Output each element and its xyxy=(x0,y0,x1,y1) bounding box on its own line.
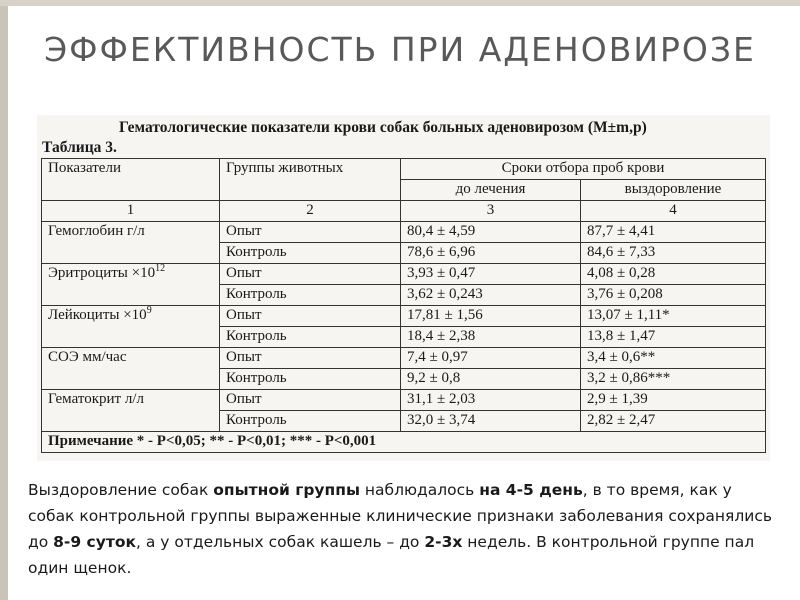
value-before: 31,1 ± 2,03 xyxy=(401,390,581,411)
table-caption: Гематологические показатели крови собак больных аденовирозом (M±m,p) xyxy=(119,119,647,136)
header-recovery: выздоровление xyxy=(581,180,766,201)
value-after: 87,7 ± 4,41 xyxy=(581,222,766,243)
indicator-label: Лейкоциты ×10 xyxy=(48,307,147,323)
summary-paragraph xyxy=(28,477,778,581)
value-before: 7,4 ± 0,97 xyxy=(401,348,581,369)
paragraph-text: , в то время, как у собак контрольной группы выраженные клинические признаки заболевания сохранялись до xyxy=(28,481,772,551)
table-row xyxy=(42,222,766,243)
table-note: Примечание * - P<0,05; ** - P<0,01; *** - P<0,001 xyxy=(42,432,766,453)
table-header-row xyxy=(42,159,766,180)
indicator-label: Гематокрит л/л xyxy=(48,391,144,407)
table-number: Таблица 3. xyxy=(42,139,117,156)
value-after: 3,2 ± 0,86*** xyxy=(581,369,766,390)
paragraph-text: , а у отдельных собак кашель – до xyxy=(135,533,425,551)
header-group: Группы животных xyxy=(220,159,401,201)
group-cell: Контроль xyxy=(220,369,401,390)
col-number: 4 xyxy=(581,201,766,222)
table-row xyxy=(42,264,766,285)
indicator-exponent: 12 xyxy=(155,263,166,274)
table-row xyxy=(42,390,766,411)
indicator-cell xyxy=(42,306,220,348)
value-after: 4,08 ± 0,28 xyxy=(581,264,766,285)
group-cell: Контроль xyxy=(220,285,401,306)
indicator-exponent: 9 xyxy=(146,305,152,316)
value-before: 80,4 ± 4,59 xyxy=(401,222,581,243)
top-accent-bar xyxy=(0,0,800,6)
paragraph-emphasis: 8-9 суток xyxy=(53,533,136,551)
group-cell: Опыт xyxy=(220,306,401,327)
group-cell: Опыт xyxy=(220,264,401,285)
group-cell: Опыт xyxy=(220,390,401,411)
col-number: 3 xyxy=(401,201,581,222)
value-after: 84,6 ± 7,33 xyxy=(581,243,766,264)
indicator-label: Эритроциты ×10 xyxy=(48,265,156,281)
table-note-row xyxy=(42,432,766,453)
value-before: 3,93 ± 0,47 xyxy=(401,264,581,285)
paragraph-emphasis: 2-3х xyxy=(424,533,463,551)
col-number: 1 xyxy=(42,201,220,222)
indicator-cell xyxy=(42,264,220,306)
slide-title: ЭФФЕКТИВНОСТЬ ПРИ АДЕНОВИРОЗЕ xyxy=(44,30,756,69)
table-row xyxy=(42,306,766,327)
indicator-cell xyxy=(42,348,220,390)
value-after: 2,9 ± 1,39 xyxy=(581,390,766,411)
paragraph-emphasis: опытной группы xyxy=(213,481,360,499)
value-after: 3,4 ± 0,6** xyxy=(581,348,766,369)
value-before: 17,81 ± 1,56 xyxy=(401,306,581,327)
column-number-row xyxy=(42,201,766,222)
indicator-cell xyxy=(42,222,220,264)
group-cell: Контроль xyxy=(220,327,401,348)
scanned-table-image xyxy=(37,115,770,461)
value-after: 3,76 ± 0,208 xyxy=(581,285,766,306)
group-cell: Контроль xyxy=(220,243,401,264)
paragraph-text: наблюдалось xyxy=(359,481,480,499)
group-cell: Опыт xyxy=(220,222,401,243)
value-before: 32,0 ± 3,74 xyxy=(401,411,581,432)
value-after: 2,82 ± 2,47 xyxy=(581,411,766,432)
paragraph-emphasis: на 4-5 день xyxy=(479,481,583,499)
col-number: 2 xyxy=(220,201,401,222)
table-row xyxy=(42,348,766,369)
indicator-label: Гемоглобин г/л xyxy=(48,223,145,239)
group-cell: Опыт xyxy=(220,348,401,369)
indicator-cell xyxy=(42,390,220,432)
value-after: 13,07 ± 1,11* xyxy=(581,306,766,327)
indicator-label: СОЭ мм/час xyxy=(48,349,127,365)
value-before: 18,4 ± 2,38 xyxy=(401,327,581,348)
value-before: 78,6 ± 6,96 xyxy=(401,243,581,264)
header-period: Сроки отбора проб крови xyxy=(401,159,766,180)
value-before: 9,2 ± 0,8 xyxy=(401,369,581,390)
left-accent-bar xyxy=(0,0,8,600)
hematology-table xyxy=(41,158,766,453)
paragraph-text: Выздоровление собак xyxy=(28,481,214,499)
header-indicator: Показатели xyxy=(42,159,220,201)
value-before: 3,62 ± 0,243 xyxy=(401,285,581,306)
value-after: 13,8 ± 1,47 xyxy=(581,327,766,348)
paragraph-text: недель. В контрольной группе пал один щенок. xyxy=(28,533,755,577)
group-cell: Контроль xyxy=(220,411,401,432)
header-before: до лечения xyxy=(401,180,581,201)
